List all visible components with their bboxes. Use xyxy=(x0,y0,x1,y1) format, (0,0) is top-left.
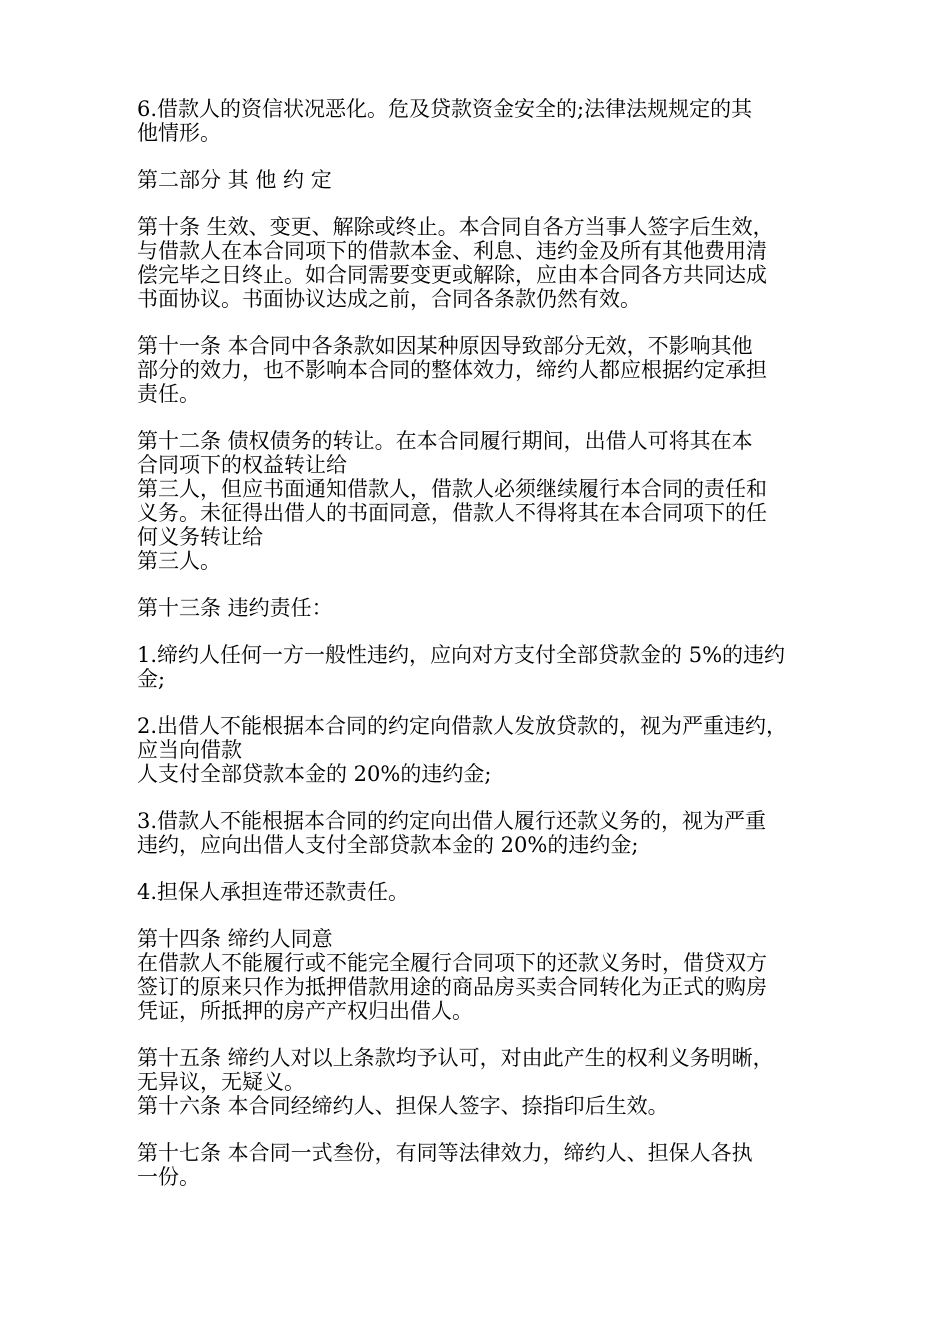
text-line: 凭证，所抵押的房产产权归出借人。 xyxy=(137,999,473,1023)
text-line: 签订的原来只作为抵押借款用途的商品房买卖合同转化为正式的购房 xyxy=(137,975,767,999)
text-line: 在借款人不能履行或不能完全履行合同项下的还款义务时，借贷双方 xyxy=(137,951,767,975)
article-15-16 xyxy=(137,1046,827,1118)
text-line: 第三人。 xyxy=(137,549,221,573)
text-line: 他情形。 xyxy=(137,121,221,145)
text-line: 人支付全部贷款本金的 20%的违约金; xyxy=(137,762,492,786)
text-line: 责任。 xyxy=(137,382,200,406)
article-13-item-2 xyxy=(137,714,827,786)
section-heading xyxy=(137,168,827,192)
text-line: 第十六条 本合同经缔约人、担保人签字、捺指印后生效。 xyxy=(137,1094,669,1118)
text-line: 义务。未征得出借人的书面同意，借款人不得将其在本合同项下的任 xyxy=(137,501,767,525)
text-line: 第十四条 缔约人同意 xyxy=(137,927,333,951)
text-line: 第十条 生效、变更、解除或终止。本合同自各方当事人签字后生效， xyxy=(137,215,774,239)
text-line: 第二部分 其 他 约 定 xyxy=(137,168,332,192)
text-line: 6.借款人的资信状况恶化。危及贷款资金安全的;法律法规规定的其 xyxy=(137,97,753,121)
text-line: 合同项下的权益转让给 xyxy=(137,453,347,477)
article-12 xyxy=(137,429,827,573)
article-13-item-1 xyxy=(137,643,827,691)
text-line: 1.缔约人任何一方一般性违约，应向对方支付全部贷款金的 5%的违约 xyxy=(137,643,786,667)
text-line: 部分的效力，也不影响本合同的整体效力，缔约人都应根据约定承担 xyxy=(137,358,767,382)
text-line: 一份。 xyxy=(137,1165,200,1189)
article-17 xyxy=(137,1141,827,1189)
text-line: 2.出借人不能根据本合同的约定向借款人发放贷款的，视为严重违约， xyxy=(137,714,788,738)
text-line: 第十一条 本合同中各条款如因某种原因导致部分无效，不影响其他 xyxy=(137,334,753,358)
article-11 xyxy=(137,334,827,406)
text-line: 4.担保人承担连带还款责任。 xyxy=(137,880,410,904)
text-line: 金; xyxy=(137,667,166,691)
text-line: 第十七条 本合同一式叁份，有同等法律效力，缔约人、担保人各执 xyxy=(137,1141,753,1165)
clause-6-continuation xyxy=(137,97,827,145)
text-line: 第十三条 违约责任： xyxy=(137,596,333,620)
article-14 xyxy=(137,927,827,1023)
document-page xyxy=(137,97,827,1212)
text-line: 偿完毕之日终止。如合同需要变更或解除，应由本合同各方共同达成 xyxy=(137,263,767,287)
text-line: 第十五条 缔约人对以上条款均予认可，对由此产生的权利义务明晰， xyxy=(137,1046,774,1070)
text-line: 应当向借款 xyxy=(137,738,242,762)
article-13-item-4 xyxy=(137,880,827,904)
text-line: 与借款人在本合同项下的借款本金、利息、违约金及所有其他费用清 xyxy=(137,239,767,263)
text-line: 违约，应向出借人支付全部贷款本金的 20%的违约金; xyxy=(137,833,639,857)
text-line: 何义务转让给 xyxy=(137,525,263,549)
text-line: 书面协议。书面协议达成之前，合同各条款仍然有效。 xyxy=(137,287,641,311)
text-line: 无异议，无疑义。 xyxy=(137,1070,305,1094)
article-13-heading xyxy=(137,596,827,620)
text-line: 第三人，但应书面通知借款人，借款人必须继续履行本合同的责任和 xyxy=(137,477,767,501)
article-13-item-3 xyxy=(137,809,827,857)
text-line: 3.借款人不能根据本合同的约定向出借人履行还款义务的，视为严重 xyxy=(137,809,767,833)
article-10 xyxy=(137,215,827,311)
text-line: 第十二条 债权债务的转让。在本合同履行期间，出借人可将其在本 xyxy=(137,429,753,453)
